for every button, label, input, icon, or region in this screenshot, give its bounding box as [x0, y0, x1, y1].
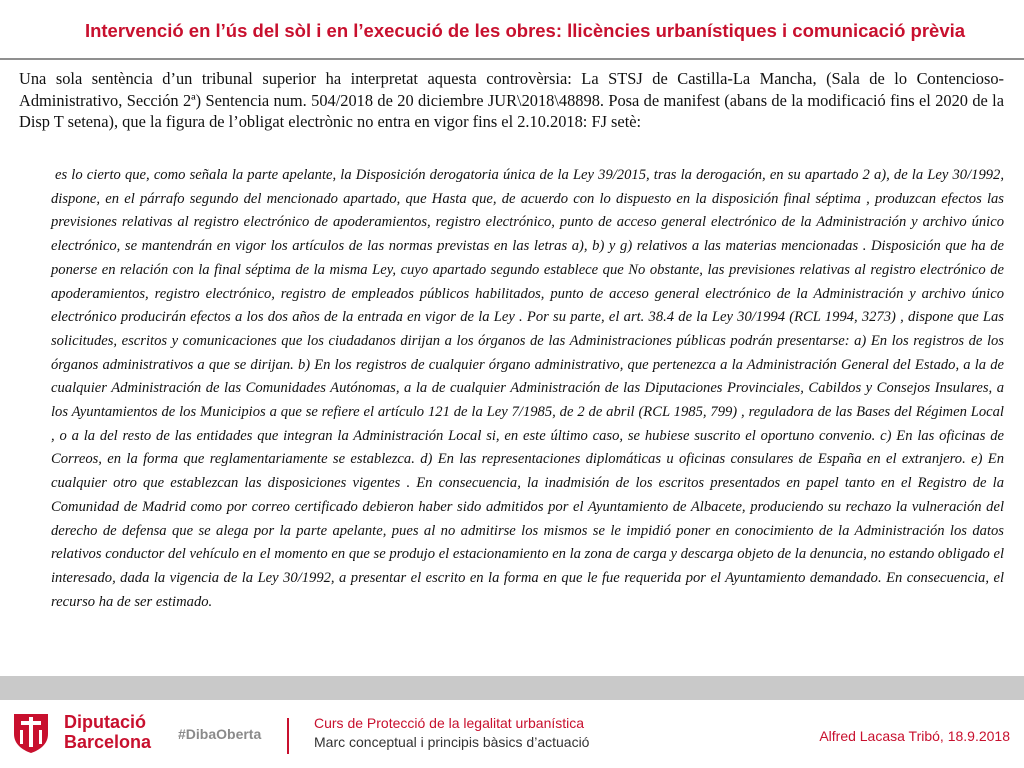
diputacio-shield-icon — [12, 712, 50, 754]
slide-title: Intervenció en l’ús del sòl i en l’execució de les obres: llicències urbanístiques i comunicació prèvia — [84, 20, 966, 41]
logo-wordmark — [64, 712, 151, 752]
intro-paragraph: Una sola sentència d’un tribunal superior ha interpretat aquesta controvèrsia: La STSJ de Castilla-La Mancha, (Sala de lo Contencioso-Administrativo, Sección 2ª) Sentencia num. 504/2018 de 20 diciembre JUR\2018\48898. Posa de manifest (abans de la modificació fins el 2020 de la Disp T setena), que la figura de l’obligat electrònic no entra en vigor fins el 2.10.2018: FJ setè: — [19, 69, 1004, 132]
logo-line-1: Diputació — [64, 712, 147, 732]
slide-footer — [0, 700, 1024, 768]
hashtag-label: #DibaOberta — [178, 726, 262, 742]
title-divider — [0, 58, 1024, 60]
course-subtitle: Marc conceptual i principis bàsics d’actuació — [314, 734, 590, 750]
grey-band — [0, 676, 1024, 700]
footer-separator — [287, 718, 289, 754]
author-date: Alfred Lacasa Tribó, 18.9.2018 — [819, 728, 1010, 744]
quoted-judgment-text: es lo cierto que, como señala la parte apelante, la Disposición derogatoria única de la Ley 39/2015, tras la derogación, en su apartado 2 a), de la Ley 30/1992, dispone, en el párrafo segundo del mencionado apartado, que Hasta que, de acuerdo con lo dispuesto en la disposición final séptima , produzcan efectos las previsiones relativas al registro electrónico de apoderamientos, registro electrónico, punto de acceso general electrónico de la Administración y archivo único electrónico, se mantendrán en vigor los artículos de las normas previstas en las letras a), b) y g) relativos a las materias mencionadas . Disposición que ha de ponerse en relación con la final séptima de la misma Ley, cuyo apartado segundo establece que No obstante, las previsiones relativas al registro electrónico de apoderamientos, registro electrónico, registro de empleados públicos habilitados, punto de acceso general electrónico de la Administración y archivo único electrónico producirán efectos a los dos años de la entrada en vigor de la Ley . Por su parte, el art. 38.4 de la Ley 30/1994 (RCL 1994, 3273) , dispone que Las solicitudes, escritos y comunicaciones que los ciudadanos dirijan a los órganos de las Administraciones públicas podrán presentarse: a) En los registros de los órganos administrativos a que se dirijan. b) En los registros de cualquier órgano administrativo, que pertenezca a la Administración General del Estado, a la de cualquier Administración de las Comunidades Autónomas, a la de cualquier Administración de las Diputaciones Provinciales, Cabildos y Consejos Insulares, a los Ayuntamientos de los Municipios a que se refiere el artículo 121 de la Ley 7/1985, de 2 de abril (RCL 1985, 799) , reguladora de las Bases del Régimen Local , o a la del resto de las entidades que integran la Administración Local si, en este último caso, se hubiese suscrito el oportuno convenio. c) En las oficinas de Correos, en la forma que reglamentariamente se establezca. d) En las representaciones diplomáticas u oficinas consulares de España en el extranjero. e) En cualquier otro que establezcan las disposiciones vigentes . En consecuencia, la inadmisión de los escritos presentados en papel tanto en el Registro de la Comunidad de Madrid como por correo certificado debieron haber sido admitidos por el Ayuntamiento de Albacete, produciendo su rechazo la vulneración del derecho de defensa que se alega por la parte apelante, pues al no admitirse los mismos se le impidió poner en conocimiento de la Administración los datos relativos conductor del vehículo en el momento en que se produjo el estacionamiento en la zona de carga y descarga objeto de la denuncia, no estando obligado el interesado, dada la vigencia de la Ley 30/1992, a presentar el escrito en la forma en que le fue requerida por el Ayuntamiento demandado. En consecuencia, el recurso ha de ser estimado. — [51, 167, 1004, 610]
course-title: Curs de Protecció de la legalitat urbanística — [314, 715, 585, 731]
logo-line-2: Barcelona — [64, 732, 152, 752]
